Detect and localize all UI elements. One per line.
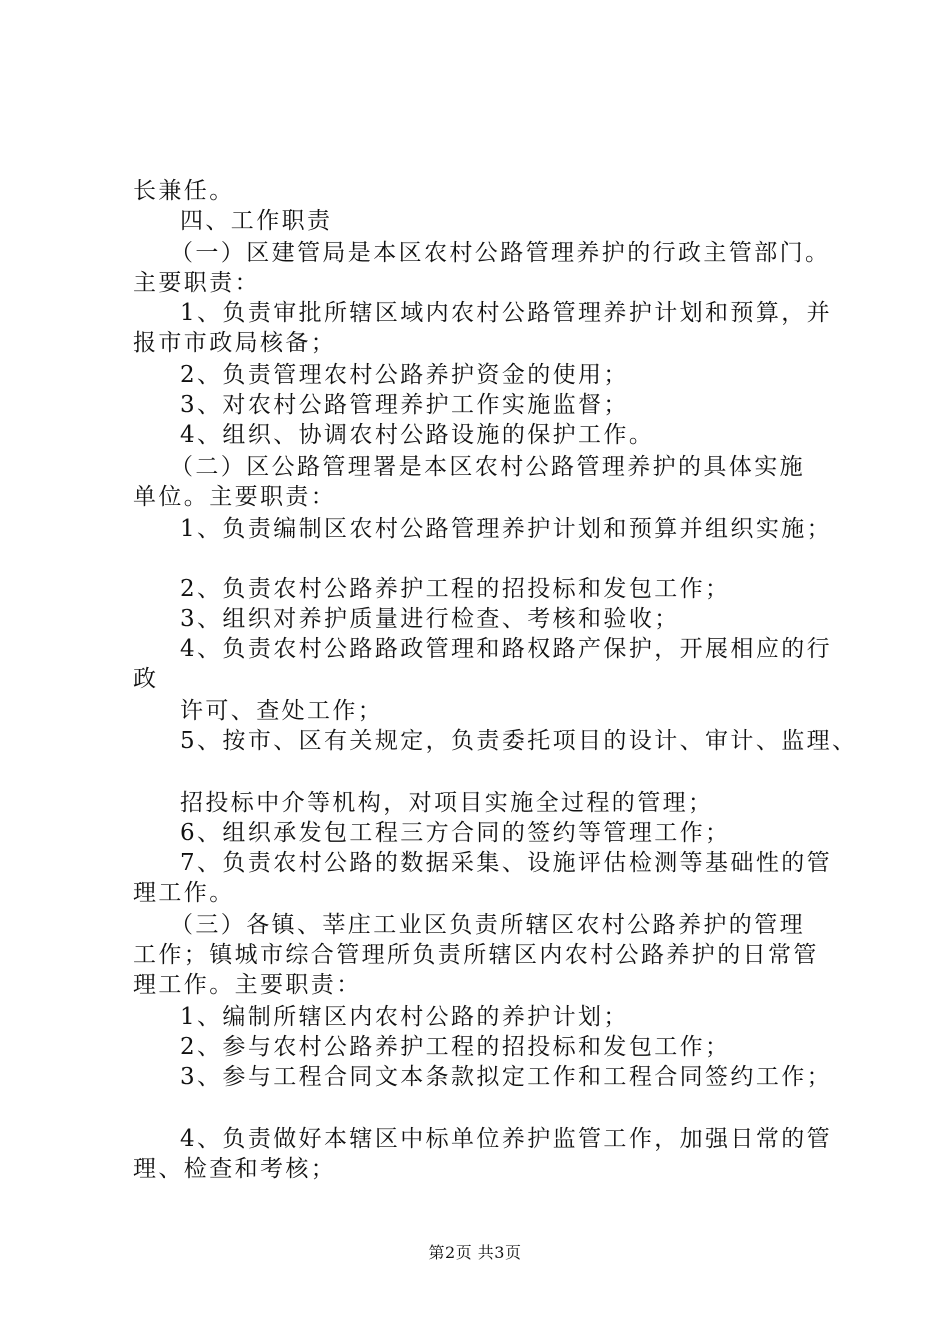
text-line: 1、负责审批所辖区域内农村公路管理养护计划和预算，并 <box>180 300 833 326</box>
text-line: 理工作。 <box>133 880 235 906</box>
text-line: 招投标中介等机构，对项目实施全过程的管理； <box>180 790 714 816</box>
text-line: （一）区建管局是本区农村公路管理养护的行政主管部门。 <box>170 240 831 266</box>
text-line: 2、负责管理农村公路养护资金的使用； <box>180 362 629 388</box>
text-line: 工作；镇城市综合管理所负责所辖区内农村公路养护的日常管 <box>133 942 819 968</box>
text-line: 6、组织承发包工程三方合同的签约等管理工作； <box>180 820 731 846</box>
text-line: 理工作。主要职责： <box>133 972 362 998</box>
text-line: 许可、查处工作； <box>180 698 384 724</box>
text-line: 2、参与农村公路养护工程的招投标和发包工作； <box>180 1034 731 1060</box>
text-line: 5、按市、区有关规定，负责委托项目的设计、审计、监理、 <box>180 728 858 754</box>
text-line: 3、组织对养护质量进行检查、考核和验收； <box>180 606 680 632</box>
text-line: 3、对农村公路管理养护工作实施监督； <box>180 392 629 418</box>
text-line: 1、负责编制区农村公路管理养护计划和预算并组织实施； <box>180 516 833 542</box>
text-line: 3、参与工程合同文本条款拟定工作和工程合同签约工作； <box>180 1064 833 1090</box>
text-line: 1、编制所辖区内农村公路的养护计划； <box>180 1004 629 1030</box>
text-line: 长兼任。 <box>133 178 235 204</box>
text-line: 主要职责： <box>133 270 260 296</box>
section-heading: 四、工作职责 <box>180 208 333 234</box>
text-line: 单位。主要职责： <box>133 484 337 510</box>
text-line: 理、检查和考核； <box>133 1156 337 1182</box>
text-line: 报市市政局核备； <box>133 330 337 356</box>
text-line: 2、负责农村公路养护工程的招投标和发包工作； <box>180 576 731 602</box>
page-number-footer: 第2页 共3页 <box>428 1243 522 1262</box>
text-line: （三）各镇、莘庄工业区负责所辖区农村公路养护的管理 <box>170 912 805 938</box>
text-line: 4、负责农村公路路政管理和路权路产保护，开展相应的行 <box>180 636 833 662</box>
text-line: 4、组织、协调农村公路设施的保护工作。 <box>180 422 655 448</box>
text-line: （二）区公路管理署是本区农村公路管理养护的具体实施 <box>170 454 805 480</box>
text-line: 7、负责农村公路的数据采集、设施评估检测等基础性的管 <box>180 850 833 876</box>
text-line: 4、负责做好本辖区中标单位养护监管工作，加强日常的管 <box>180 1126 833 1152</box>
text-line: 政 <box>133 666 159 692</box>
